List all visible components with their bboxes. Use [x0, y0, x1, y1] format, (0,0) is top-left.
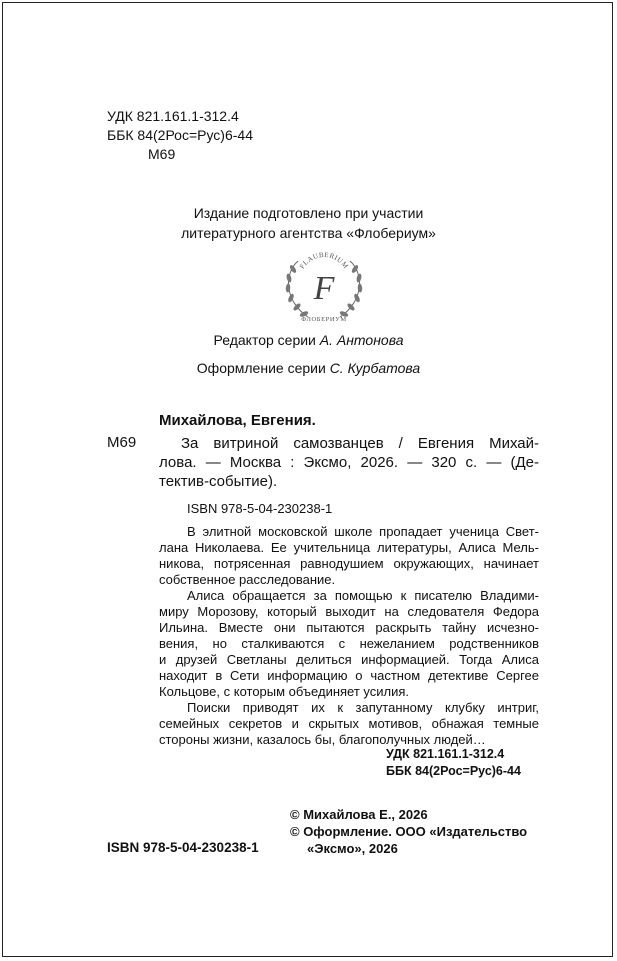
bib-line: тектив-событие). [159, 473, 278, 490]
footer-isbn: ISBN 978-5-04-230238-1 [107, 840, 259, 855]
udk-code: УДК 821.161.1-312.4 [107, 108, 239, 124]
design-label: Оформление серии [196, 360, 326, 376]
publisher-note-line2: литературного агентства «Флобериум» [181, 225, 436, 241]
bib-isbn: ISBN 978-5-04-230238-1 [187, 501, 333, 516]
annotation-line: миру Морозову, который выходит на следователя Федора [159, 604, 539, 619]
copyright-design-cont: «Эксмо», 2026 [307, 841, 398, 856]
series-design [0, 358, 617, 378]
bib-line: За витриной самозванцев / Евгения Михай- [181, 435, 539, 452]
editor-label: Редактор серии [213, 332, 316, 348]
editor-name: А. Антонова [319, 332, 404, 348]
annotation-line: Алиса обращается за помощью к писателю Владими- [187, 588, 539, 603]
annotation [159, 524, 539, 748]
annotation-line: стороны жизни, казалось бы, благополучных людей… [159, 732, 486, 747]
footer-udk: УДК 821.161.1-312.4 [386, 747, 505, 761]
flauberium-logo [278, 243, 370, 325]
author-mark: М69 [148, 146, 176, 162]
series-editor [0, 330, 617, 350]
annotation-line: вения, но сталкиваются с нежеланием родственников [159, 636, 539, 651]
publisher-note-line1: Издание подготовлено при участии [193, 205, 424, 221]
design-name: С. Курбатова [329, 360, 421, 376]
annotation-line: никова, потрясенная равнодушием окружающих, начинает [159, 556, 539, 571]
annotation-line: Кольцове, с которым объединяет усилия. [159, 684, 410, 699]
bib-line: лова. — Москва : Эксмо, 2026. — 320 с. — (Де- [159, 454, 539, 471]
footer-bbk: ББК 84(2Рос=Рус)6-44 [386, 764, 521, 778]
annotation-line: семейных секретов и скрытых мотивов, обнажая темные [159, 716, 539, 731]
copyright-author: © Михайлова Е., 2026 [290, 807, 428, 822]
author-heading: Михайлова, Евгения. [159, 412, 316, 429]
annotation-line: находит в Сети информацию о частном детективе Сергее [159, 668, 539, 683]
bbk-code: ББК 84(2Рос=Рус)6-44 [107, 127, 253, 143]
logo-letter: F [313, 270, 335, 307]
bib-description-cont [159, 453, 539, 491]
logo-top-text: FLAUBERIUM [298, 250, 350, 271]
copyright-design: © Оформление. ООО «Издательство [290, 824, 528, 839]
annotation-line: Поиски приводят их к запутанному клубку интриг, [187, 700, 539, 715]
annotation-line: В элитной московской школе пропадает ученица Свет- [187, 524, 539, 539]
annotation-line: Ильина. Вместе они пытаются раскрыть тайну исчезно- [159, 620, 539, 635]
bib-description [181, 434, 539, 453]
annotation-line: и друзей Светланы делиться информацией. Тогда Алиса [159, 652, 539, 667]
svg-text:FLAUBERIUM [298, 251, 350, 271]
annotation-line: собственное расследование. [159, 572, 336, 587]
annotation-line: лана Николаева. Ее учительница литературы, Алиса Мель- [159, 540, 539, 555]
logo-bottom-text: ФЛОБЕРИУМ [301, 316, 347, 323]
bib-author-mark: М69 [107, 434, 137, 451]
